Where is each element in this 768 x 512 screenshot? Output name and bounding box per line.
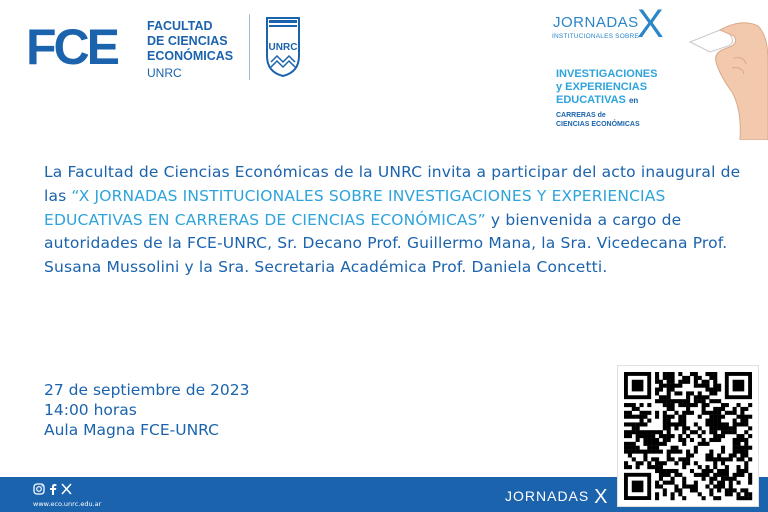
- footer-brand-text: JORNADAS: [505, 488, 590, 504]
- university-abbrev: UNRC: [147, 66, 182, 80]
- jornadas-topic-line-3: [556, 94, 657, 107]
- invitation-authorities: y bienvenida a cargo de autoridades de la FCE-UNRC, Sr. Decano Prof. Guillermo Mana, la Sra. Vicedecana Prof. Susana Mussolini y la Sra. Secretaria Académica Prof. Daniela Concetti.: [44, 210, 728, 277]
- social-icons: [33, 483, 72, 498]
- jornadas-topic-line-3b: en: [628, 96, 639, 105]
- jornadas-topic-line-2: y EXPERIENCIAS: [556, 81, 648, 93]
- jornadas-x: X: [637, 2, 664, 46]
- fce-logo: FCE: [26, 19, 117, 75]
- event-time: 14:00 horas: [44, 401, 137, 419]
- invitation-text: [44, 161, 744, 280]
- x-icon[interactable]: [61, 483, 72, 495]
- faculty-line-1: FACULTAD: [147, 19, 213, 33]
- shield-label: UNRC: [268, 42, 298, 53]
- logo-divider: [249, 14, 250, 80]
- event-place: Aula Magna FCE-UNRC: [44, 421, 220, 439]
- qr-code-icon[interactable]: [618, 366, 758, 506]
- instagram-icon[interactable]: [33, 483, 45, 495]
- jornadas-career-line-2: CIENCIAS ECONÓMICAS: [556, 120, 640, 128]
- jornadas-topic-line-1: INVESTIGACIONES: [556, 68, 658, 80]
- jornadas-topic-line-3a: EDUCATIVAS: [556, 94, 626, 106]
- jornadas-career-line-1: CARRERAS de: [556, 112, 606, 119]
- faculty-line-3: ECONÓMICAS: [147, 49, 234, 63]
- event-name-highlight: “X JORNADAS INSTITUCIONALES SOBRE INVESTIGACIONES Y EXPERIENCIAS EDUCATIVAS EN CARRERAS DE CIENCIAS ECONÓMICAS”: [44, 186, 666, 229]
- footer-brand-x: X: [594, 486, 609, 508]
- footer-brand: [505, 484, 608, 507]
- jornadas-topic: [556, 68, 657, 107]
- qr-code-frame: [618, 366, 758, 506]
- facebook-icon[interactable]: [49, 483, 57, 495]
- hand-chalk-icon: [650, 0, 768, 140]
- jornadas-career: [556, 112, 640, 129]
- jornadas-subtitle: INSTITUCIONALES SOBRE: [552, 33, 639, 40]
- website-url[interactable]: www.eco.unrc.edu.ar: [33, 500, 102, 508]
- event-date: 27 de septiembre de 2023: [44, 381, 250, 399]
- invitation-intro: La Facultad de Ciencias Económicas de la UNRC invita a participar del acto inaugural de las: [44, 163, 741, 205]
- unrc-shield-icon: [265, 16, 301, 78]
- jornadas-title: JORNADAS: [553, 14, 639, 31]
- faculty-name: [147, 19, 233, 81]
- event-details: [44, 380, 250, 440]
- faculty-line-2: DE CIENCIAS: [147, 34, 228, 48]
